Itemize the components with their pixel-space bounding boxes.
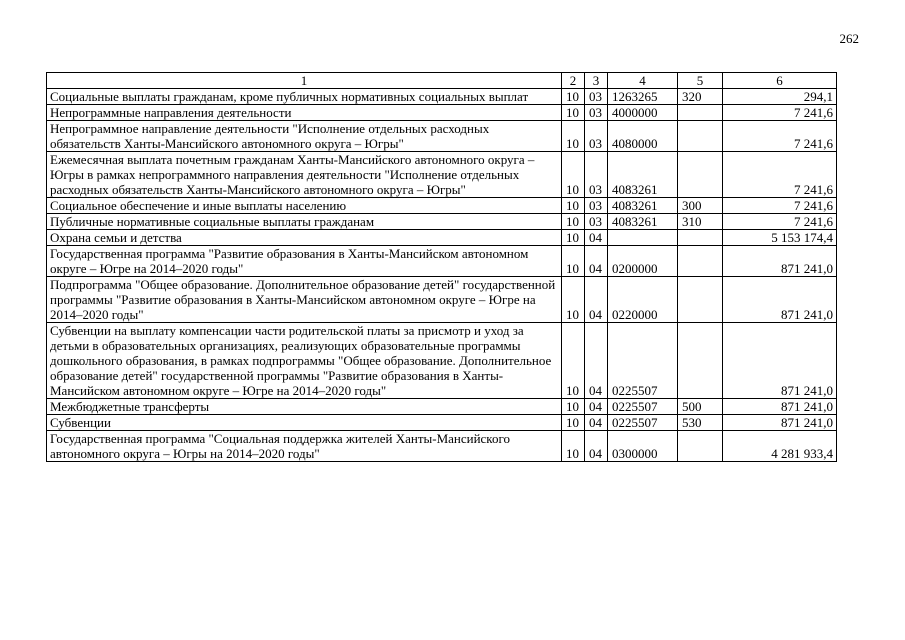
row-section: 10 <box>562 277 585 323</box>
header-sum: 6 <box>723 73 837 89</box>
row-name: Государственная программа "Социальная поддержка жителей Ханты-Мансийского автономного округа – Югры на 2014–2020 годы" <box>47 431 562 462</box>
page-number: 262 <box>839 31 859 46</box>
row-subsection: 04 <box>585 323 608 399</box>
row-subsection: 04 <box>585 399 608 415</box>
header-subsection: 3 <box>585 73 608 89</box>
row-expense-type <box>678 323 723 399</box>
row-name: Ежемесячная выплата почетным гражданам Ханты-Мансийского автономного округа – Югры в рамках непрограммного направления деятельности "Исполнение отдельных расходных обязательств Ханты-Мансийского автономного округа – Югры" <box>47 152 562 198</box>
row-expense-type: 310 <box>678 214 723 230</box>
table-row <box>47 214 837 230</box>
row-sum: 871 241,0 <box>723 415 837 431</box>
row-expense-type: 320 <box>678 89 723 105</box>
row-article: 0220000 <box>608 277 678 323</box>
row-sum: 4 281 933,4 <box>723 431 837 462</box>
row-name: Субвенции на выплату компенсации части родительской платы за присмотр и уход за детьми в образовательных организациях, реализующих образовательные программы дошкольного образования, в рамках подпрограммы "Общее образование. Дополнительное образование детей" государственной программы "Развитие образования в Ханты-Мансийском автономном округе – Югре на 2014–2020 годы" <box>47 323 562 399</box>
row-name: Социальное обеспечение и иные выплаты населению <box>47 198 562 214</box>
row-sum: 5 153 174,4 <box>723 230 837 246</box>
table-row <box>47 415 837 431</box>
row-name: Социальные выплаты гражданам, кроме публичных нормативных социальных выплат <box>47 89 562 105</box>
row-expense-type <box>678 277 723 323</box>
row-subsection: 03 <box>585 198 608 214</box>
row-article: 4000000 <box>608 105 678 121</box>
row-sum: 871 241,0 <box>723 277 837 323</box>
row-article: 1263265 <box>608 89 678 105</box>
row-section: 10 <box>562 415 585 431</box>
row-subsection: 03 <box>585 105 608 121</box>
row-article: 0225507 <box>608 415 678 431</box>
row-name: Охрана семьи и детства <box>47 230 562 246</box>
row-article: 4083261 <box>608 198 678 214</box>
row-section: 10 <box>562 214 585 230</box>
row-name: Государственная программа "Развитие образования в Ханты-Мансийском автономном округе – Югре на 2014–2020 годы" <box>47 246 562 277</box>
row-name: Непрограммные направления деятельности <box>47 105 562 121</box>
row-article: 4083261 <box>608 214 678 230</box>
header-expense-type: 5 <box>678 73 723 89</box>
row-name: Подпрограмма "Общее образование. Дополнительное образование детей" государственной программы "Развитие образования в Ханты-Мансийском автономном округе – Югре на 2014–2020 годы" <box>47 277 562 323</box>
row-subsection: 04 <box>585 246 608 277</box>
table-row <box>47 152 837 198</box>
row-expense-type: 530 <box>678 415 723 431</box>
header-row <box>47 73 837 89</box>
row-subsection: 04 <box>585 277 608 323</box>
row-article: 0225507 <box>608 323 678 399</box>
row-sum: 294,1 <box>723 89 837 105</box>
row-sum: 871 241,0 <box>723 399 837 415</box>
row-section: 10 <box>562 230 585 246</box>
row-subsection: 03 <box>585 214 608 230</box>
row-expense-type: 500 <box>678 399 723 415</box>
row-name: Непрограммное направление деятельности "Исполнение отдельных расходных обязательств Ханты-Мансийского автономного округа – Югры" <box>47 121 562 152</box>
row-section: 10 <box>562 152 585 198</box>
row-section: 10 <box>562 431 585 462</box>
table-row <box>47 323 837 399</box>
table-row <box>47 230 837 246</box>
table-body <box>47 89 837 462</box>
row-sum: 7 241,6 <box>723 105 837 121</box>
header-article: 4 <box>608 73 678 89</box>
row-name: Субвенции <box>47 415 562 431</box>
row-sum: 7 241,6 <box>723 198 837 214</box>
row-subsection: 03 <box>585 152 608 198</box>
row-expense-type <box>678 121 723 152</box>
row-article <box>608 230 678 246</box>
row-section: 10 <box>562 246 585 277</box>
row-name: Межбюджетные трансферты <box>47 399 562 415</box>
table-row <box>47 431 837 462</box>
row-expense-type <box>678 152 723 198</box>
table-row <box>47 121 837 152</box>
row-subsection: 03 <box>585 121 608 152</box>
table-row <box>47 89 837 105</box>
row-sum: 7 241,6 <box>723 152 837 198</box>
row-expense-type: 300 <box>678 198 723 214</box>
row-section: 10 <box>562 121 585 152</box>
row-expense-type <box>678 230 723 246</box>
row-subsection: 04 <box>585 230 608 246</box>
row-article: 4080000 <box>608 121 678 152</box>
row-sum: 871 241,0 <box>723 323 837 399</box>
row-article: 0225507 <box>608 399 678 415</box>
table-row <box>47 246 837 277</box>
row-article: 0300000 <box>608 431 678 462</box>
table-row <box>47 277 837 323</box>
row-section: 10 <box>562 323 585 399</box>
budget-table <box>46 72 837 462</box>
row-sum: 871 241,0 <box>723 246 837 277</box>
row-expense-type <box>678 431 723 462</box>
row-expense-type <box>678 246 723 277</box>
header-name: 1 <box>47 73 562 89</box>
row-article: 4083261 <box>608 152 678 198</box>
row-section: 10 <box>562 89 585 105</box>
table-row <box>47 198 837 214</box>
row-section: 10 <box>562 198 585 214</box>
row-subsection: 04 <box>585 431 608 462</box>
row-section: 10 <box>562 105 585 121</box>
row-expense-type <box>678 105 723 121</box>
row-subsection: 04 <box>585 415 608 431</box>
row-sum: 7 241,6 <box>723 214 837 230</box>
row-section: 10 <box>562 399 585 415</box>
row-sum: 7 241,6 <box>723 121 837 152</box>
row-subsection: 03 <box>585 89 608 105</box>
table-row <box>47 105 837 121</box>
row-article: 0200000 <box>608 246 678 277</box>
row-name: Публичные нормативные социальные выплаты гражданам <box>47 214 562 230</box>
header-section: 2 <box>562 73 585 89</box>
table-row <box>47 399 837 415</box>
